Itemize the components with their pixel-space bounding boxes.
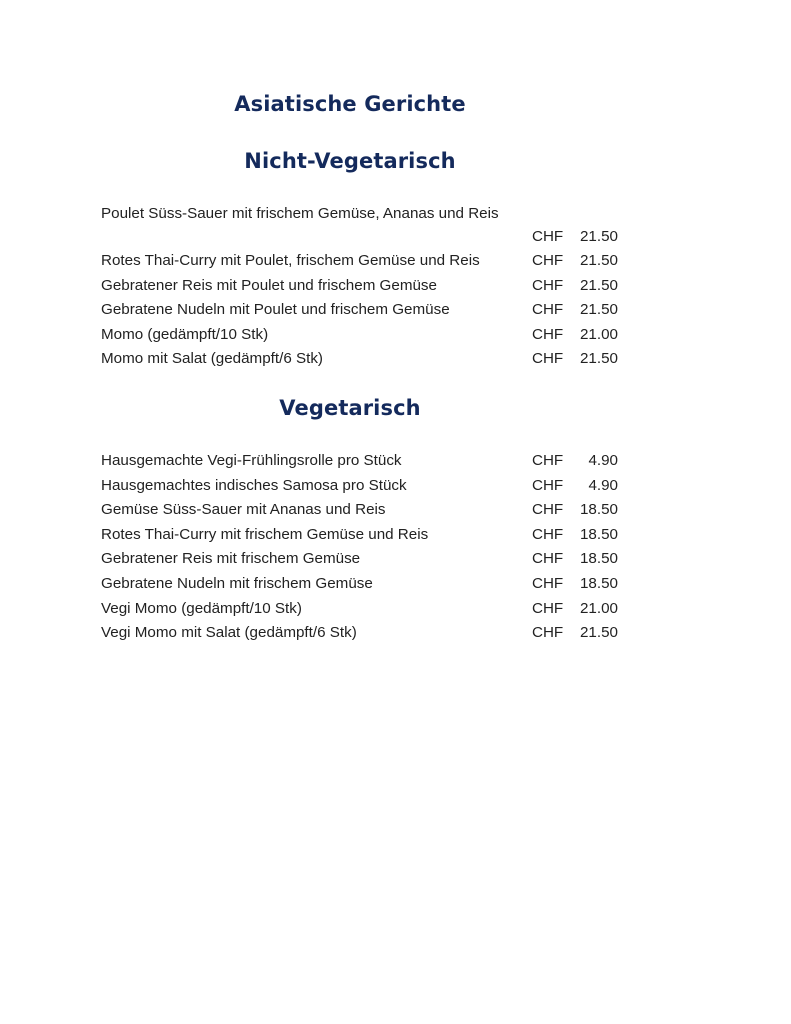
menu-item-name: Momo mit Salat (gedämpft/6 Stk): [101, 350, 323, 368]
menu-item-price: 21.50: [579, 276, 618, 294]
menu-item: [101, 249, 621, 274]
menu-item-currency: CHF: [532, 525, 564, 543]
menu-item-currency: CHF: [532, 476, 564, 494]
menu-item-currency: CHF: [532, 599, 564, 617]
menu-item-price: 21.00: [579, 599, 618, 617]
menu-item-name: Rotes Thai-Curry mit frischem Gemüse und Reis: [101, 525, 429, 543]
menu-item-currency: CHF: [532, 276, 564, 294]
section-heading-non-vegetarian: Nicht-Vegetarisch: [244, 149, 456, 173]
menu-item-name: Gebratener Reis mit frischem Gemüse: [101, 550, 361, 568]
menu-item-currency: CHF: [532, 301, 564, 319]
menu-item-currency: CHF: [532, 228, 564, 245]
menu-item-price: 21.50: [579, 301, 618, 319]
menu-item-name: Vegi Momo (gedämpft/10 Stk): [101, 599, 302, 617]
menu-item: [101, 621, 621, 646]
menu-item-price: 4.90: [588, 476, 618, 494]
menu-item: [101, 347, 621, 372]
menu-item-currency: CHF: [532, 452, 564, 469]
menu-item: [101, 498, 621, 523]
menu-item-name: Gebratene Nudeln mit frischem Gemüse: [101, 574, 373, 592]
menu-item-currency: CHF: [532, 624, 564, 642]
menu-item-price: 21.50: [579, 228, 618, 245]
menu-item-name: Hausgemachtes indisches Samosa pro Stück: [101, 476, 407, 494]
menu-item-name: Momo (gedämpft/10 Stk): [101, 325, 269, 343]
menu-item-name: Gebratener Reis mit Poulet und frischem Gemüse: [101, 276, 437, 294]
menu-item: [101, 274, 621, 299]
menu-item: [101, 547, 621, 572]
menu-item-price: 21.00: [579, 325, 618, 343]
menu-item: [101, 323, 621, 348]
menu-item-name: Hausgemachte Vegi-Frühlingsrolle pro Stück: [101, 452, 402, 469]
menu-item-price: 21.50: [579, 350, 618, 368]
menu-item: [101, 597, 621, 622]
menu-item-name: Vegi Momo mit Salat (gedämpft/6 Stk): [101, 624, 357, 642]
menu-item-price: 21.50: [579, 624, 618, 642]
menu-item: [101, 572, 621, 597]
menu-item: [101, 298, 621, 323]
menu-item-name: Gemüse Süss-Sauer mit Ananas und Reis: [101, 501, 386, 519]
menu-item: [101, 449, 621, 474]
section-heading-vegetarian: Vegetarisch: [279, 396, 421, 420]
menu-item-currency: CHF: [532, 501, 564, 519]
menu-item-currency: CHF: [532, 252, 564, 269]
menu-item-price: 18.50: [579, 550, 618, 568]
menu-item-currency: CHF: [532, 325, 564, 343]
menu-item: [101, 523, 621, 548]
menu-list-non-vegetarian: [101, 202, 621, 372]
menu-item-name: Poulet Süss-Sauer mit frischem Gemüse, Ananas und Reis: [101, 205, 499, 222]
menu-item-name: Gebratene Nudeln mit Poulet und frischem Gemüse: [101, 301, 450, 319]
page-title: Asiatische Gerichte: [234, 92, 466, 116]
menu-item-price: 18.50: [579, 574, 618, 592]
menu-item: [101, 202, 621, 249]
menu-item-price: 18.50: [579, 525, 618, 543]
menu-item: [101, 474, 621, 499]
menu-list-vegetarian: [101, 449, 621, 646]
menu-item-price: 4.90: [588, 452, 618, 469]
menu-item-price: 21.50: [579, 252, 618, 269]
menu-item-currency: CHF: [532, 550, 564, 568]
menu-item-name: Rotes Thai-Curry mit Poulet, frischem Gemüse und Reis: [101, 252, 480, 269]
menu-item-currency: CHF: [532, 574, 564, 592]
menu-item-price: 18.50: [579, 501, 618, 519]
menu-item-currency: CHF: [532, 350, 564, 368]
